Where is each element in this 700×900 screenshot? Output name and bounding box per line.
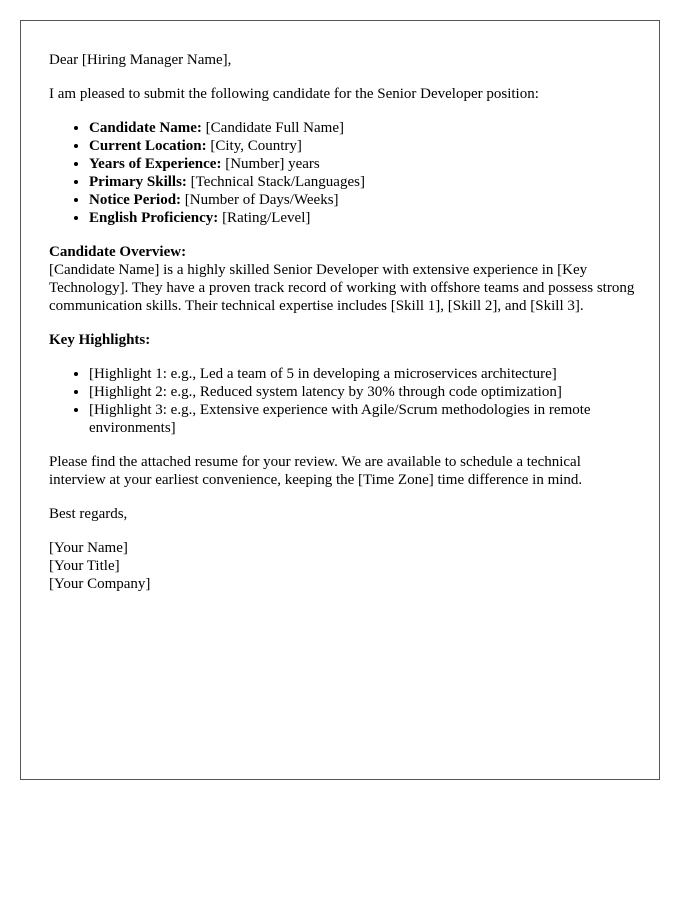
signature-title: [Your Title] — [49, 558, 120, 574]
letter-body — [49, 51, 639, 609]
detail-value: [Rating/Level] — [218, 210, 311, 226]
signature-company: [Your Company] — [49, 576, 151, 592]
overview-section — [49, 243, 639, 315]
detail-label: Current Location: — [89, 138, 207, 154]
detail-primary-skills — [89, 173, 639, 191]
detail-english-proficiency — [89, 209, 639, 227]
highlight-item: • [Highlight 2: e.g., Reduced system latency by 30% through code optimization] — [89, 383, 639, 401]
detail-years-of-experience — [89, 155, 639, 173]
closing-paragraph: Please find the attached resume for your review. We are available to schedule a technical interview at your earliest convenience, keeping the [Time Zone] time difference in mind. — [49, 454, 583, 488]
candidate-details-list — [49, 119, 639, 227]
detail-value: [City, Country] — [206, 138, 302, 154]
detail-value: [Number] years — [221, 156, 320, 172]
signature-block — [49, 539, 639, 593]
detail-current-location — [89, 137, 639, 155]
highlight-item: • [Highlight 3: e.g., Extensive experience with Agile/Scrum methodologies in remote environments] — [89, 401, 639, 437]
overview-body: [Candidate Name] is a highly skilled Senior Developer with extensive experience in [Key Technology]. They have a proven track record of working with offshore teams and possess strong communication skills. Their technical expertise includes [Skill 1], [Skill 2], and [Skill 3]. — [49, 262, 635, 314]
detail-label: English Proficiency: — [89, 210, 219, 226]
intro-paragraph: I am pleased to submit the following candidate for the Senior Developer position: — [49, 86, 539, 102]
highlight-item: • [Highlight 1: e.g., Led a team of 5 in developing a microservices architecture] — [89, 365, 639, 383]
detail-value: [Candidate Full Name] — [201, 120, 344, 136]
greeting: Dear [Hiring Manager Name], — [49, 52, 232, 68]
detail-label: Notice Period: — [89, 192, 182, 208]
detail-value: [Technical Stack/Languages] — [186, 174, 365, 190]
detail-value: [Number of Days/Weeks] — [181, 192, 339, 208]
detail-candidate-name — [89, 119, 639, 137]
detail-label: Candidate Name: — [89, 120, 202, 136]
detail-label: Years of Experience: — [89, 156, 222, 172]
detail-label: Primary Skills: — [89, 174, 187, 190]
sign-off: Best regards, — [49, 506, 128, 522]
signature-name: [Your Name] — [49, 540, 128, 556]
overview-heading: Candidate Overview: — [49, 244, 187, 260]
highlights-list — [49, 365, 639, 437]
letter-page — [20, 20, 660, 780]
highlights-heading: Key Highlights: — [49, 332, 151, 348]
detail-notice-period — [89, 191, 639, 209]
